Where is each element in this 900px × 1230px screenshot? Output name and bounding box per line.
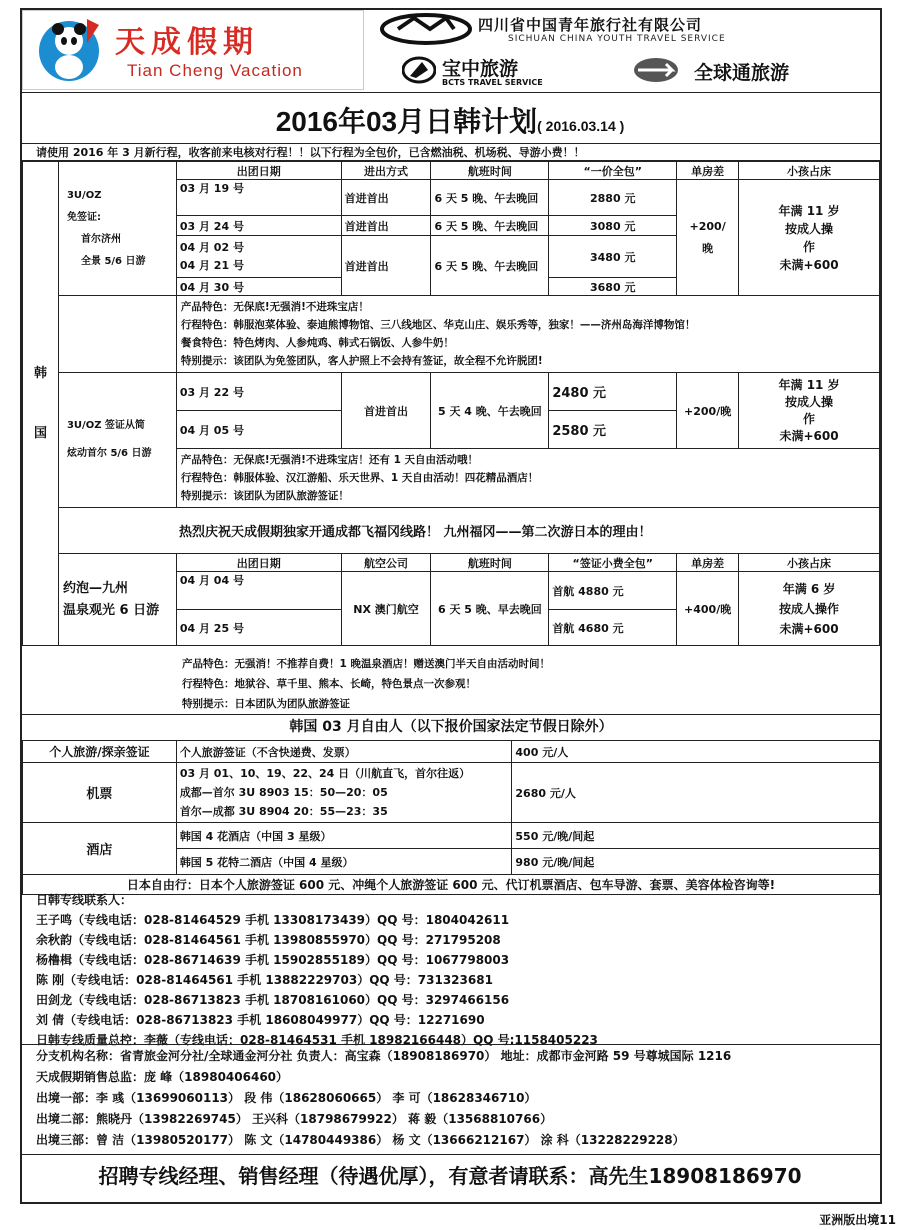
route-line: 温泉观光 6 日游 (62, 602, 160, 618)
notice-bar: 请使用 2016 年 3 月新行程，收客前来电核对行程！！以下行程为全包价，已含燃油税、机场税、导游小费！！ (22, 143, 880, 161)
price-cell: 首航 4680 元 (549, 610, 677, 646)
table-row (23, 741, 880, 763)
price-cell: 3480 元 (549, 236, 677, 278)
hotel-name: 韩国 5 花特二酒店（中国 4 星级） (176, 849, 512, 875)
route-line: 3U/OZ 签证从简 (66, 420, 145, 431)
mode-cell: 首进首出 (341, 236, 431, 296)
airline-cell: NX 澳门航空 (341, 572, 431, 646)
contacts-section (22, 890, 880, 1050)
contact-line: 日韩专线质量总控：李薇（专线电话：028-81464531 手机 18982166448）QQ 号:1158405223 (36, 1033, 598, 1047)
flight-cell: 5 天 4 晚、午去晚回 (431, 373, 549, 449)
branch-line: 出境三部：曾 洁（13980520177） 陈 文（14780449386） 杨 文（13666212167） 涂 科（13228229228） (36, 1133, 685, 1147)
single-line: +200/ (689, 219, 726, 233)
branch-line: 出境一部：李 彧（13699060113） 段 伟（18628060665） 李 可（18628346710） (36, 1091, 537, 1105)
col-header-child: 小孩占床 (739, 162, 880, 180)
child-line: 未满+600 (779, 621, 839, 636)
title-date: ( 2016.03.14 ) (537, 118, 625, 134)
child-bed (739, 572, 880, 646)
route-line: 全景 5/6 日游 (80, 255, 146, 267)
ticket-line: 03 月 01、10、19、22、24 日（川航直飞，首尔往返） (179, 767, 471, 780)
price-cell: 首航 4880 元 (549, 572, 677, 610)
child-line: 按成人操作 (779, 601, 840, 616)
date-cell: 04 月 04 号 (176, 572, 341, 610)
flight-cell: 6 天 5 晚、午去晚回 (431, 236, 549, 296)
visa-price: 400 元/人 (512, 741, 880, 763)
free-travel-table (22, 740, 880, 895)
contact-line: 杨橹楫（专线电话：028-86714639 手机 15902855189）QQ 号：1067798003 (36, 953, 510, 967)
feature-line: 行程特色：地狱谷、草千里、熊本、长崎，特色景点一次参观！ (182, 678, 476, 690)
ticket-line: 成都—首尔 3U 8903 15：50—20：05 (179, 786, 388, 799)
bcts-icon (402, 56, 436, 84)
route-line: 炫动首尔 5/6 日游 (66, 448, 152, 459)
child-line: 按成人操 (785, 394, 834, 409)
col-header-mode: 进出方式 (341, 162, 431, 180)
korea-label (23, 162, 59, 646)
ticket-label: 机票 (23, 763, 177, 823)
col-header-single: 单房差 (677, 554, 739, 572)
single-supplement: +400/晚 (677, 572, 739, 646)
contact-line: 王子鸣（专线电话：028-81464529 手机 13308173439）QQ 号：1804042611 (36, 913, 510, 927)
price-cell: 2880 元 (549, 180, 677, 216)
contact-line: 余秋韵（专线电话：028-81464561 手机 13980855970）QQ 号：271795208 (36, 933, 501, 947)
child-line: 年满 11 岁 (778, 203, 840, 218)
single-line: 晚 (702, 241, 714, 255)
visa-label: 个人旅游/探亲签证 (23, 741, 177, 763)
price-cell: 3680 元 (549, 278, 677, 296)
route-line: 3U/OZ (66, 189, 102, 201)
child-line: 年满 11 岁 (778, 377, 840, 392)
flight-cell: 6 天 5 晚、早去晚回 (431, 572, 549, 646)
date-cell: 04 月 30 号 (176, 278, 341, 296)
col-header-airline: 航空公司 (341, 554, 431, 572)
child-line: 未满+600 (779, 257, 839, 272)
contact-line: 刘 倩（专线电话：028-86713823 手机 18608049977）QQ 号：12271690 (36, 1013, 485, 1027)
feature-line: 特别提示：该团队为团队旅游签证！ (180, 490, 349, 502)
price-cell: 2480 元 (549, 373, 677, 411)
child-line: 按成人操 (785, 221, 834, 236)
flight-cell: 6 天 5 晚、午去晚回 (431, 180, 549, 216)
japan-banner-row (23, 508, 880, 554)
japan-banner: 热烈庆祝天成假期独家开通成都飞福冈线路！ 九州福冈——第二次游日本的理由！ (58, 508, 879, 554)
panda-mascot-icon (29, 15, 105, 85)
contact-line: 田剑龙（专线电话：028-86713823 手机 18708161060）QQ 号：3297466156 (36, 993, 510, 1007)
child-line: 作 (803, 411, 816, 426)
globe-arrow-icon (632, 56, 682, 84)
price-cell: 2580 元 (549, 411, 677, 449)
header-divider (22, 92, 880, 93)
date-line: 04 月 21 号 (179, 258, 244, 272)
feature-line: 产品特色：无保底!无强消!不进珠宝店！还有 1 天自由活动哦！ (180, 454, 479, 466)
korea-char-1: 韩 (33, 365, 47, 381)
brand-name-en: Tian Cheng Vacation (127, 61, 303, 80)
ticket-line: 首尔—成都 3U 8904 20：55—23：35 (179, 805, 388, 818)
korea-char-2: 国 (33, 425, 47, 441)
contacts-divider (22, 1044, 880, 1045)
col-header-flight: 航班时间 (431, 554, 549, 572)
feature-line: 产品特色：无保底!无强消!不进珠宝店！ (180, 301, 369, 313)
bcts-logo (402, 54, 582, 88)
bcts-name-en: BCTS TRAVEL SERVICE (442, 78, 543, 87)
date-cell: 04 月 25 号 (176, 610, 341, 646)
feature-line: 行程特色：韩服泡菜体验、泰迪熊博物馆、三八线地区、华克山庄、娱乐秀等，独家！——济州岛海洋博物馆！ (180, 319, 696, 331)
col-header-flight: 航班时间 (431, 162, 549, 180)
branch-line: 天成假期销售总监：庞 峰（18980406460） (36, 1070, 289, 1084)
features-seoul (176, 449, 879, 508)
route-seoul (58, 373, 176, 508)
visa-desc: 个人旅游签证（不含快递费、发票） (176, 741, 512, 763)
features-kyushu (178, 652, 876, 716)
features-row (23, 296, 880, 373)
hotel-price: 550 元/晚/间起 (512, 823, 880, 849)
table-row (23, 373, 880, 411)
hotel-name: 韩国 4 花酒店（中国 3 星级） (176, 823, 512, 849)
date-cell: 03 月 19 号 (176, 180, 341, 216)
korea-section (22, 161, 880, 646)
features-korea-jeju (176, 296, 879, 373)
route-line: 首尔济州 (80, 233, 121, 245)
mode-cell: 首进首出 (341, 180, 431, 216)
free-travel-title: 韩国 03 月自由人（以下报价国家法定节假日除外） (289, 719, 613, 735)
child-line: 年满 6 岁 (782, 581, 836, 596)
page-footer: 亚洲版出境11 (819, 1213, 896, 1227)
page-title (0, 100, 900, 140)
col-header-date: 出团日期 (176, 554, 341, 572)
section-divider (22, 714, 880, 715)
child-bed (739, 180, 880, 296)
hotel-label: 酒店 (23, 823, 177, 875)
child-line: 作 (803, 239, 816, 254)
date-line: 04 月 02 号 (179, 240, 244, 254)
single-supplement: +200/晚 (677, 373, 739, 449)
col-header-price: “一价全包” (549, 162, 677, 180)
flight-cell: 6 天 5 晚、午去晚回 (431, 216, 549, 236)
contact-line: 陈 刚（专线电话：028-81464561 手机 13882229703）QQ 号：731323681 (36, 973, 493, 987)
qqt-logo (632, 56, 862, 86)
cyts-logo-icon (380, 12, 472, 46)
date-cell: 03 月 24 号 (176, 216, 341, 236)
contacts-title: 日韩专线联系人： (36, 893, 133, 907)
date-cell: 04 月 05 号 (176, 411, 341, 449)
mode-cell: 首进首出 (341, 373, 431, 449)
table-row (23, 823, 880, 849)
col-header-price: “签证小费全包” (549, 554, 677, 572)
route-line: 免签证: (66, 211, 101, 223)
route-kyushu (58, 554, 176, 646)
japan-free-line: 日本自由行：日本个人旅游签证 600 元、冲绳个人旅游签证 600 元、代订机票酒店、包车导游、套票、美容体检咨询等! (23, 875, 880, 895)
col-header-single: 单房差 (677, 162, 739, 180)
feature-line: 产品特色：无强消！不推荐自费！1 晚温泉酒店！赠送澳门半天自由活动时间！ (182, 658, 550, 670)
agency-name-cn: 四川省中国青年旅行社有限公司 (478, 16, 703, 34)
table-row (23, 763, 880, 823)
route-korea-jeju (58, 162, 176, 296)
agency-name-en: SICHUAN CHINA YOUTH TRAVEL SERVICE (508, 34, 726, 44)
feature-line: 餐食特色：特色烤肉、人参炖鸡、韩式石锅饭、人参牛奶！ (180, 337, 454, 349)
single-supplement (677, 180, 739, 296)
ticket-desc (176, 763, 512, 823)
branch-line: 分支机构名称：省青旅金河分社/全球通金河分社 负责人：高宝森（18908186970） 地址：成都市金河路 59 号尊城国际 1216 (36, 1049, 732, 1063)
bcts-name-cn: 宝中旅游 (442, 58, 519, 80)
date-cell: 03 月 22 号 (176, 373, 341, 411)
route-line: 约泡—九州 (62, 580, 128, 596)
recruit-banner: 招聘专线经理、销售经理（待遇优厚），有意者请联系：高先生18908186970 (98, 1164, 802, 1188)
price-cell: 3080 元 (549, 216, 677, 236)
feature-line: 特别提示：日本团队为团队旅游签证 (182, 698, 350, 710)
brand-logo[interactable] (22, 10, 364, 90)
branch-section (22, 1046, 880, 1151)
qqt-name-cn: 全球通旅游 (694, 62, 790, 84)
hotel-price: 980 元/晚/间起 (512, 849, 880, 875)
col-header-date: 出团日期 (176, 162, 341, 180)
brand-name-cn: 天成假期 (115, 25, 259, 60)
mode-cell: 首进首出 (341, 216, 431, 236)
branch-line: 出境二部：熊晓丹（13982269745） 王兴科（18798679922） 蒋 毅（13568810766） (36, 1112, 553, 1126)
col-header-child: 小孩占床 (739, 554, 880, 572)
title-text: 2016年03月日韩计划 (275, 106, 538, 137)
ticket-price: 2680 元/人 (512, 763, 880, 823)
branch-divider (22, 1154, 880, 1155)
header (22, 10, 880, 90)
feature-line: 特别提示：该团队为免签团队，客人护照上不会持有签证，故全程不允许脱团! (180, 355, 543, 367)
date-cell (176, 236, 341, 278)
child-bed (739, 373, 880, 449)
child-line: 未满+600 (779, 428, 839, 443)
feature-line: 行程特色：韩服体验、汉江游船、乐天世界、1 天自由活动！四花精品酒店！ (180, 472, 539, 484)
